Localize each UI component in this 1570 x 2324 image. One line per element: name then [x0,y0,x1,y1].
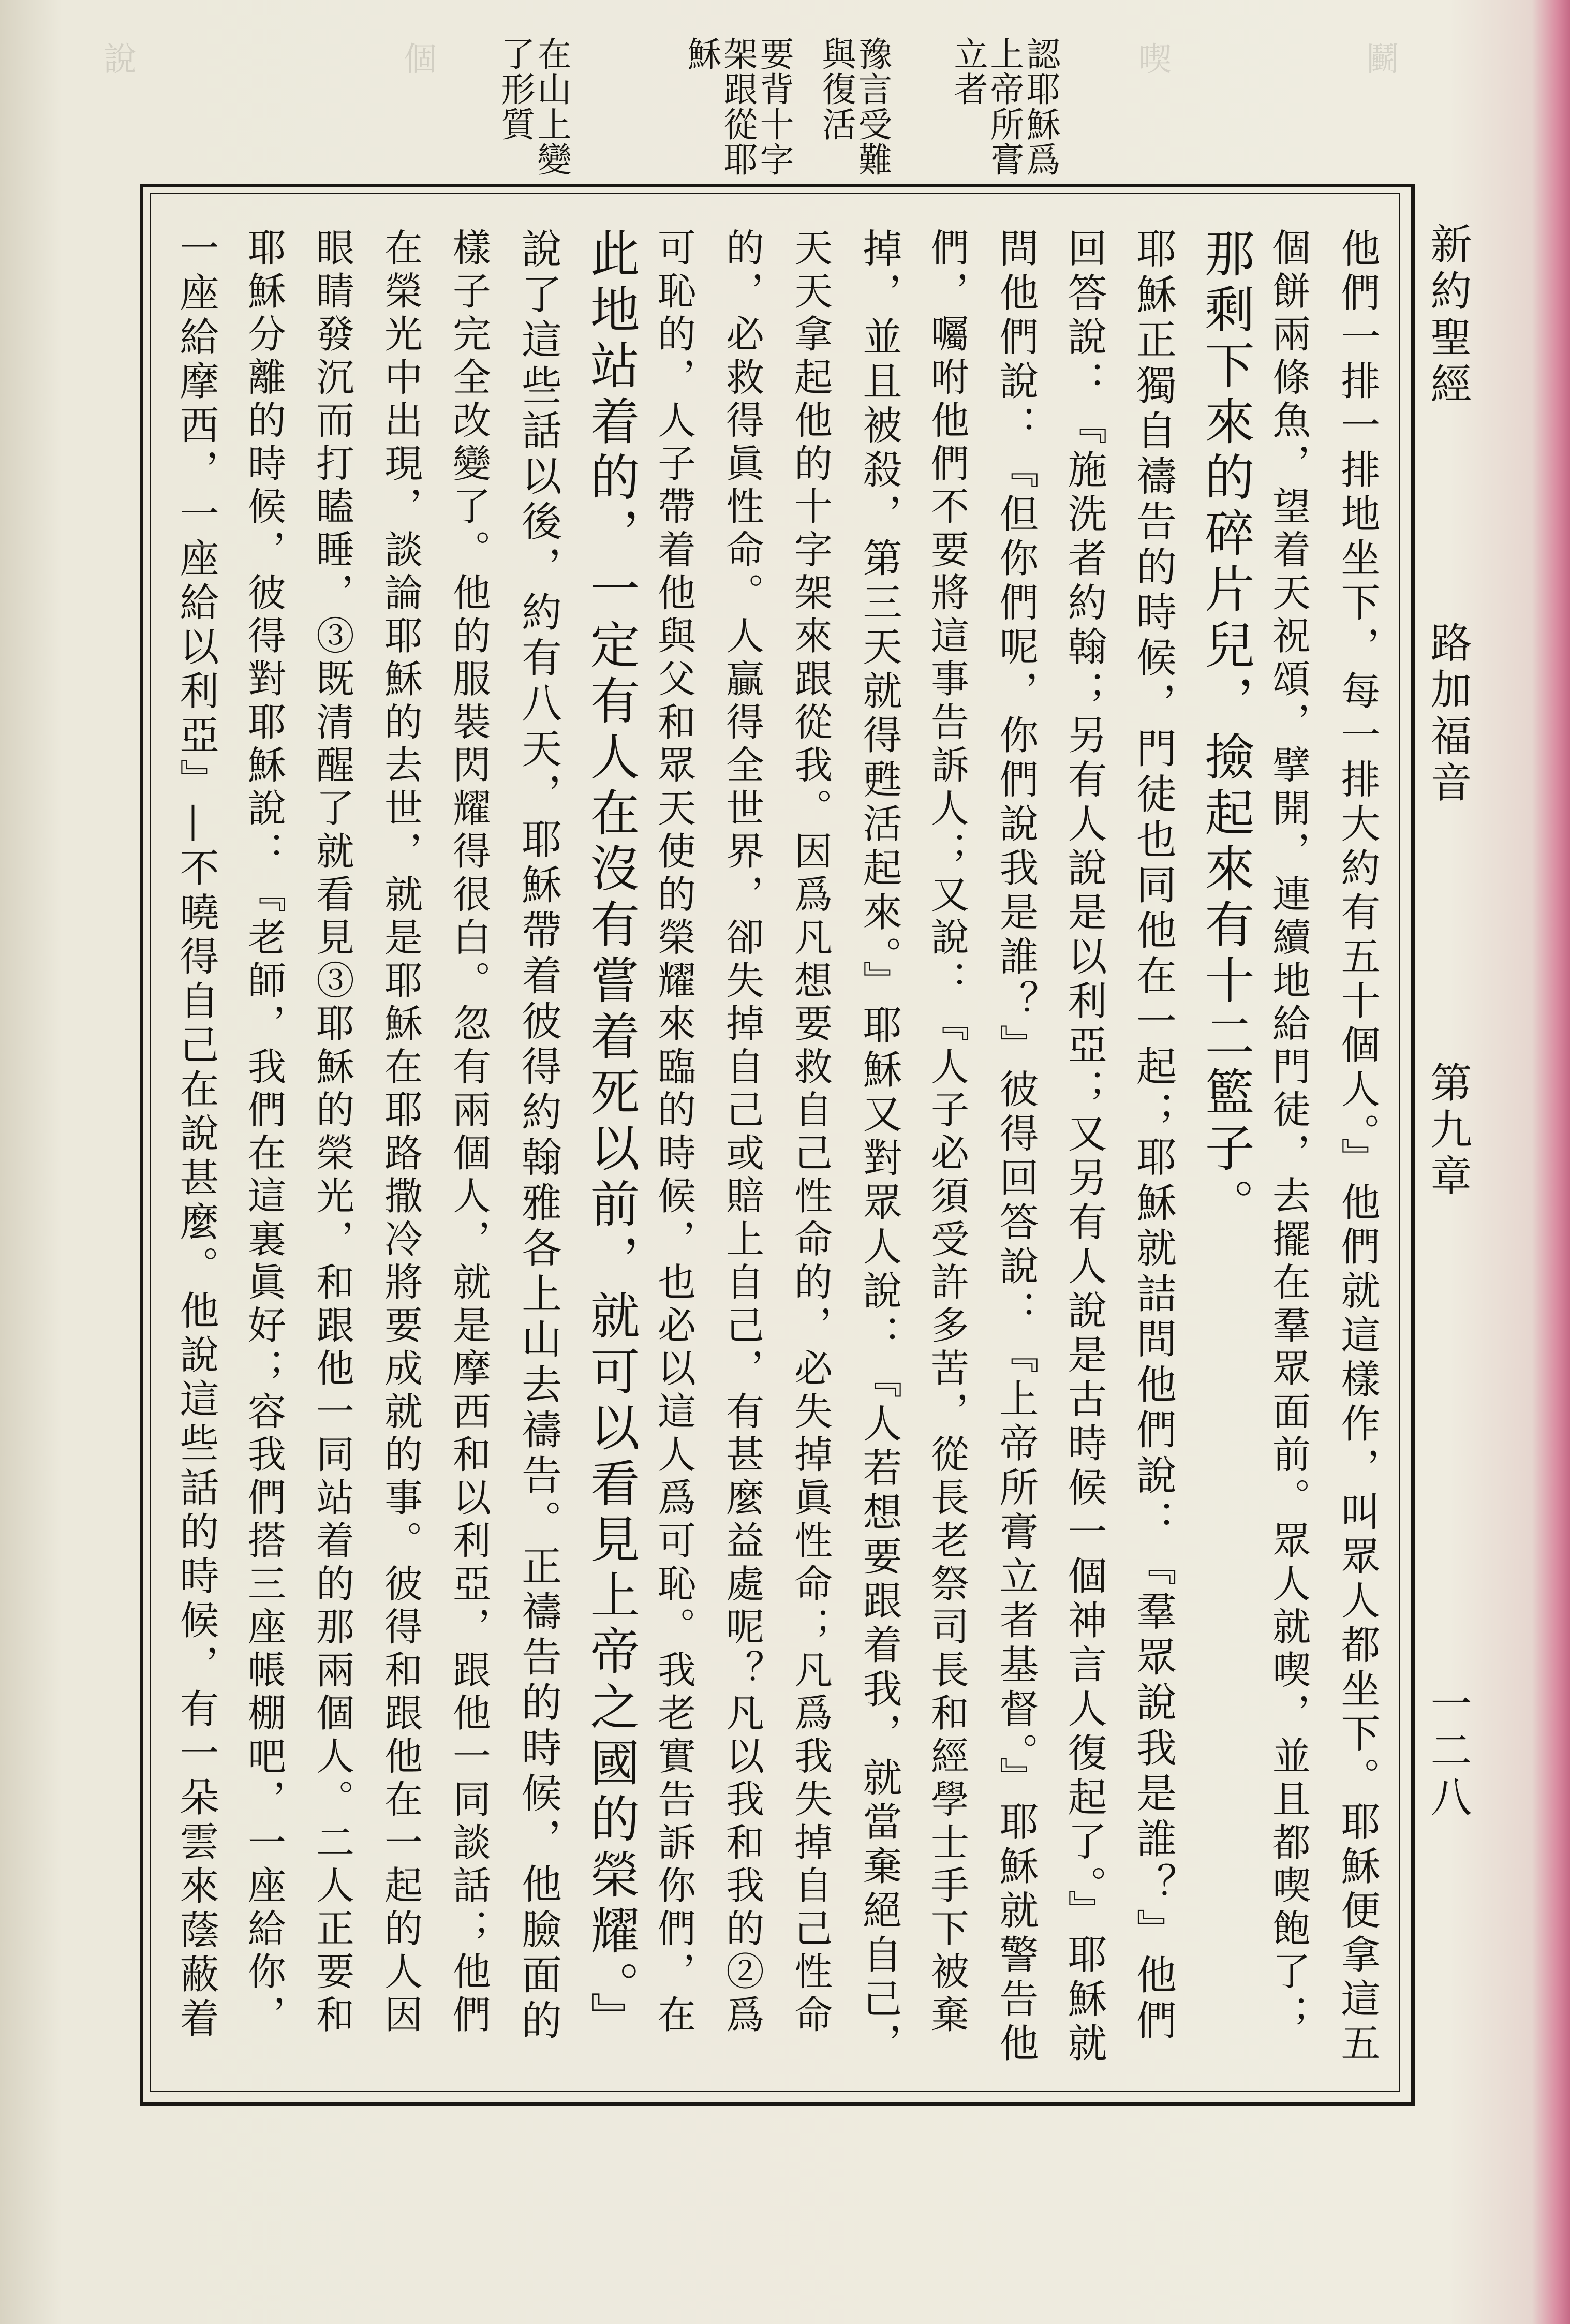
text-column: 一座給摩西，一座給以利亞』—不曉得自己在說甚麼。他說這些話的時候，有一朵雲來蔭蔽着 [173,228,219,2042]
text-column: 此地站着的，一定有人在沒有嘗着死以前，就可以看見上帝之國的榮耀。』 [582,228,640,2048]
page-number: 一二八 [1424,1682,1472,1822]
margin-note [818,36,890,177]
gospel-title: 路加福音 [1424,621,1472,807]
text-column: 他們一排一排地坐下，每一排大約有五十個人。』他們就這樣作，叫眾人都坐下。耶穌便拿這五 [1335,228,1381,2067]
margin-note-line: 在山上變 [531,36,571,177]
margin-note-line: 與復活 [816,36,856,142]
margin-note-line: 穌 [682,36,721,71]
margin-note [497,36,569,177]
bleed-through-texture: 說 個 喫 鬬 [98,41,1399,77]
margin-note-line: 要背十字 [754,36,794,177]
margin-note-line: 立者 [948,36,988,107]
margin-note-line: 上帝所膏 [984,36,1024,177]
book-title: 新約聖經 [1424,223,1472,409]
margin-note-line: 架跟從耶 [718,36,758,177]
text-column: 們，囑咐他們不要將這事告訴人；又說：『人子必須受許多苦，從長老祭司長和經學士手下被棄 [925,228,969,2038]
text-column: 耶穌分離的時候，彼得對耶穌說：『老師，我們在這裏眞好；容我們搭三座帳棚吧，一座給你， [242,228,286,2038]
margin-note-line: 了形質 [495,36,535,142]
chapter-title: 第九章 [1424,1061,1472,1201]
text-column: 樣子完全改變了。他的服裝閃耀得很白。忽有兩個人，就是摩西和以利亞，跟他一同談話；他們 [447,228,491,2038]
margin-note-line: 認耶穌爲 [1020,36,1060,177]
text-column: 掉，並且被殺，第三天就得甦活起來。』耶穌又對眾人說：『人若想要跟着我，就當棄絕自己， [856,228,902,2067]
text-column: 那剩下來的碎片兒，撿起來有十二籃子。 [1197,228,1255,1234]
text-column: 問他們說：『但你們呢，你們說我是誰？』彼得回答說：『上帝所膏立者基督。』耶穌就警告他 [993,228,1039,2067]
text-column: 在榮光中出現，談論耶穌的去世，就是耶穌在耶路撒冷將要成就的事。彼得和跟他在一起的人因 [378,228,423,2038]
text-column: 眼睛發沉而打瞌睡，③既清醒了就看見③耶穌的榮光，和跟他一同站着的那兩個人。二人正要和 [310,228,354,2038]
margin-note [683,36,792,177]
text-column: 的，必救得眞性命。人贏得全世界，卻失掉自己或賠上自己，有甚麼益處呢？凡以我和我的②爲 [720,228,764,2038]
text-column: 可恥的，人子帶着他與父和眾天使的榮耀來臨的時候，也必以這人爲可恥。我老實告訴你們，在 [651,228,696,2038]
text-column: 回答說：『施洗者約翰；另有人說是以利亞；又另有人說是古時候一個神言人復起了。』耶穌就 [1061,228,1107,2067]
text-column: 說了這些話以後，約有八天，耶穌帶着彼得約翰雅各上山去禱告。正禱告的時候，他臉面的 [515,228,561,2044]
margin-note-line: 豫言受難 [852,36,892,177]
text-column: 耶穌正獨自禱告的時候，門徒也同他在一起；耶穌就詰問他們說：『羣眾說我是誰？』他們 [1130,228,1176,2044]
margin-note [950,36,1058,177]
text-column: 個餅兩條魚，望着天祝頌，擘開，連續地給門徒，去擺在羣眾面前。眾人就喫，並且都喫飽了； [1266,228,1311,2038]
text-column: 天天拿起他的十字架來跟從我。因爲凡想要救自己性命的，必失掉眞性命；凡爲我失掉自己性命 [788,228,833,2038]
